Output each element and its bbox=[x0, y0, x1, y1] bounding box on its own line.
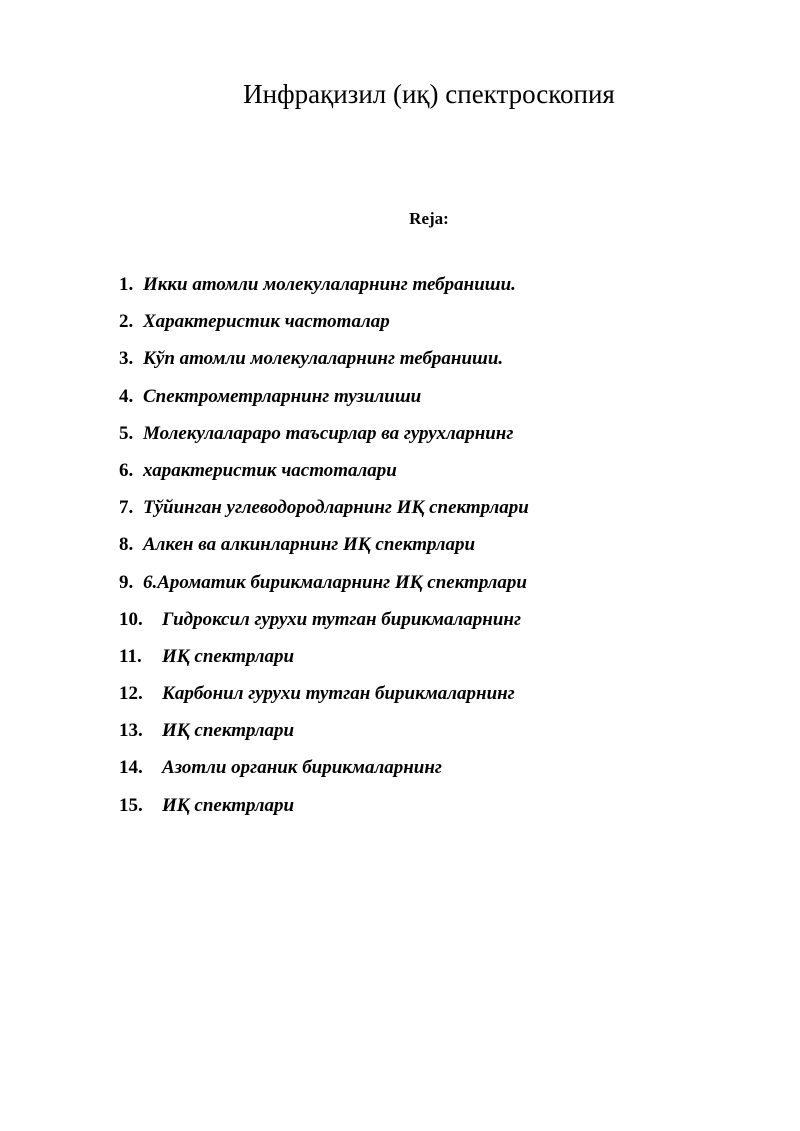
plan-item-number: 14 . bbox=[119, 753, 162, 783]
plan-item-text: Характеристик частоталар bbox=[143, 311, 390, 333]
plan-item-text: Гидроксил гурухи тутган бирикмаларнинг bbox=[162, 608, 521, 630]
plan-item-text: Тўйинган углеводородларнинг ИҚ спектрлари bbox=[143, 497, 529, 519]
plan-item-number: 9 . bbox=[119, 568, 143, 598]
plan-list-item bbox=[119, 605, 759, 642]
plan-list-item bbox=[119, 679, 759, 716]
plan-item-number: 11 . bbox=[119, 642, 162, 672]
plan-item-number: 4 . bbox=[119, 382, 143, 412]
plan-list-item bbox=[119, 419, 759, 456]
plan-item-number: 8 . bbox=[119, 530, 143, 560]
plan-item-number: 13 . bbox=[119, 716, 162, 746]
plan-list-item bbox=[119, 568, 759, 605]
plan-item-number: 10 . bbox=[119, 605, 162, 635]
plan-item-number: 12 . bbox=[119, 679, 162, 709]
plan-list-item bbox=[119, 642, 759, 679]
plan-item-text: Алкен ва алкинларнинг ИҚ спектрлари bbox=[143, 534, 476, 556]
plan-item-number: 1 . bbox=[119, 270, 143, 300]
plan-item-text: ИҚ спектрлари bbox=[162, 645, 295, 667]
plan-item-number: 5 . bbox=[119, 419, 143, 449]
plan-list-item bbox=[119, 493, 759, 530]
plan-item-text: Спектрометрларнинг тузилиши bbox=[143, 385, 422, 407]
plan-list-item bbox=[119, 344, 759, 381]
plan-list-item bbox=[119, 753, 759, 790]
plan-list-item bbox=[119, 456, 759, 493]
plan-list bbox=[119, 270, 759, 828]
plan-item-text: характеристик частоталари bbox=[143, 459, 397, 481]
plan-list-item bbox=[119, 716, 759, 753]
plan-heading: Reja: bbox=[409, 209, 449, 228]
plan-item-number: 15 . bbox=[119, 791, 162, 821]
plan-item-text: Кўп атомли молекулаларнинг тебраниши. bbox=[143, 348, 504, 370]
plan-item-text: Карбонил гурухи тутган бирикмаларнинг bbox=[162, 683, 515, 705]
plan-item-text: ИҚ спектрлари bbox=[162, 794, 295, 816]
plan-item-number: 6 . bbox=[119, 456, 143, 486]
plan-item-text: Молекулалараро таъсирлар ва гурухларнинг bbox=[143, 422, 514, 444]
plan-list-item bbox=[119, 382, 759, 419]
plan-list-item bbox=[119, 791, 759, 828]
plan-item-text: 6.Ароматик бирикмаларнинг ИҚ спектрлари bbox=[143, 571, 527, 593]
plan-list-item bbox=[119, 307, 759, 344]
plan-item-number: 7 . bbox=[119, 493, 143, 523]
plan-item-text: Икки атомли молекулаларнинг тебраниши. bbox=[143, 274, 516, 295]
plan-item-text: ИҚ спектрлари bbox=[162, 720, 295, 742]
plan-item-number: 3 . bbox=[119, 344, 143, 374]
plan-item-text: Азотли органик бирикмаларнинг bbox=[162, 757, 442, 779]
page-title: Инфрақизил (иқ) спектроскопия bbox=[243, 79, 615, 109]
plan-list-item bbox=[119, 270, 759, 307]
plan-list-item bbox=[119, 530, 759, 567]
plan-item-number: 2 . bbox=[119, 307, 143, 337]
